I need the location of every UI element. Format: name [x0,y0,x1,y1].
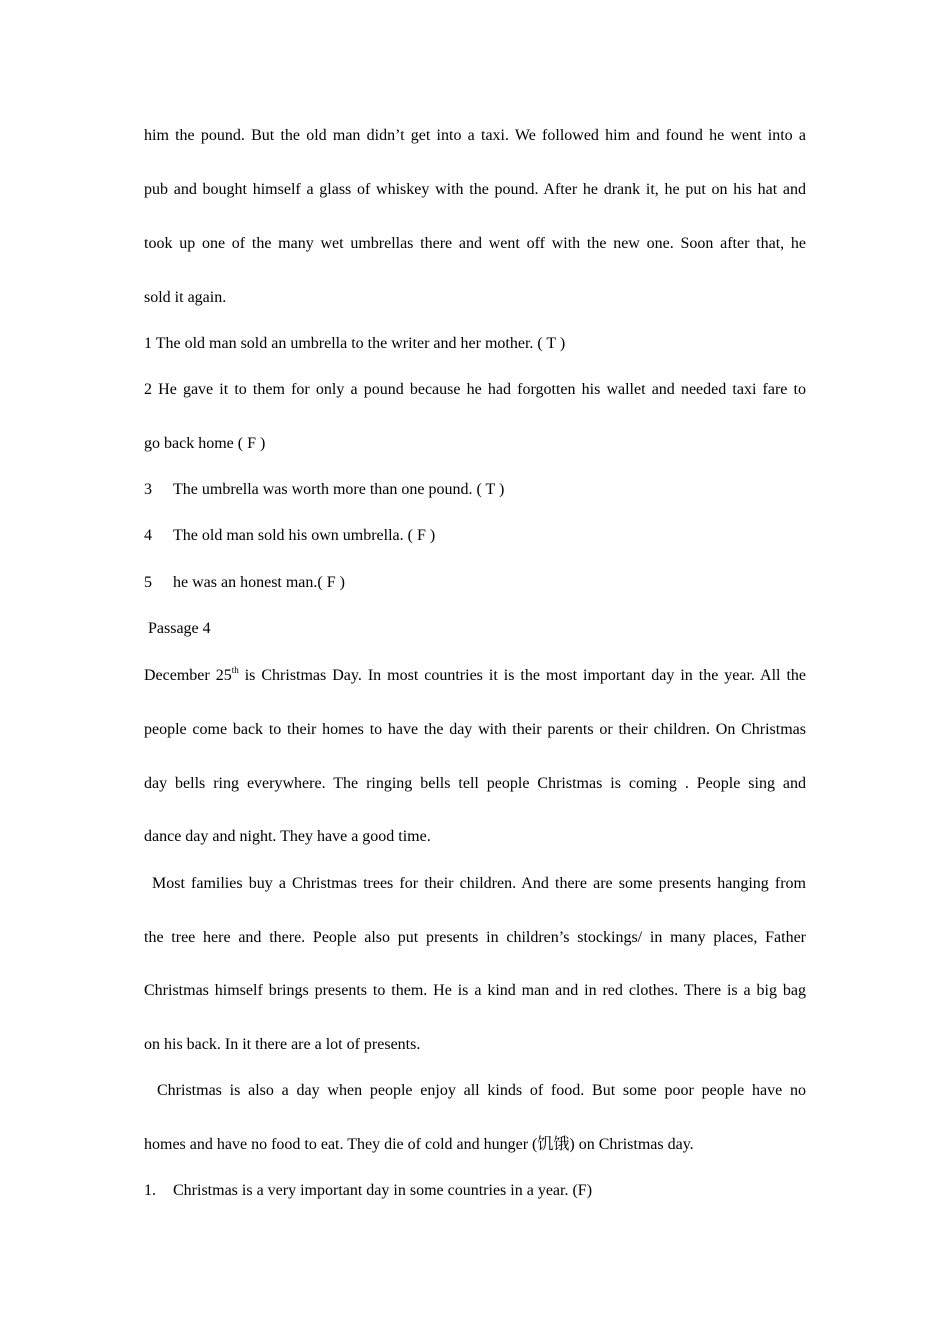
question-5 [144,572,806,594]
question-2-line-2: go back home ( F ) [144,435,266,452]
passage4-p1-line-3: day bells ring everywhere. The ringing bells tell people Christmas is coming . People sing and [144,775,806,792]
passage4-p2-line-1: Most families buy a Christmas trees for their children. And there are some presents hanging from [152,875,806,892]
passage4-p1-line-1-text: is Christmas Day. In most countries it is the most important day in the year. All the [238,667,807,684]
passage4-p1-line-4: dance day and night. They have a good time. [144,828,431,845]
passage3-line-3: took up one of the many wet umbrellas there and went off with the new one. Soon after that, he [144,235,806,252]
passage3-line-1: him the pound. But the old man didn’t get into a taxi. We followed him and found he went into a [144,127,806,144]
passage4-p2-line-3: Christmas himself brings presents to them. He is a kind man and in red clothes. There is a big bag [144,982,806,999]
passage4-p1-line-1 [144,665,806,687]
passage4-p1-ordinal: th [231,665,239,675]
question-4-number: 4 [144,527,152,544]
passage4-p3-line-2: homes and have no food to eat. They die of cold and hunger (饥饿) on Christmas day. [144,1136,694,1153]
passage4-question-1 [144,1180,806,1202]
question-4-text: The old man sold his own umbrella. ( F ) [173,527,436,544]
passage3-line-2: pub and bought himself a glass of whiskey with the pound. After he drank it, he put on his hat and [144,181,806,198]
passage4-p1-line-2: people come back to their homes to have the day with their parents or their children. On Christmas [144,721,806,738]
passage4-p2-line-4: on his back. In it there are a lot of presents. [144,1036,421,1053]
question-5-text: he was an honest man.( F ) [173,574,345,591]
passage4-question-1-number: 1. [144,1182,156,1199]
question-4 [144,525,806,547]
question-3-text: The umbrella was worth more than one pound. ( T ) [173,481,505,498]
passage4-question-1-text: Christmas is a very important day in some countries in a year. (F) [173,1182,593,1199]
passage4-heading: Passage 4 [148,620,211,637]
passage4-p1-date: December 25 [144,667,232,684]
question-2-line-1: 2 He gave it to them for only a pound because he had forgotten his wallet and needed taxi fare to [144,381,806,398]
passage3-line-4: sold it again. [144,289,227,306]
question-3-number: 3 [144,481,152,498]
question-5-number: 5 [144,574,152,591]
question-1: 1 The old man sold an umbrella to the writer and her mother. ( T ) [144,335,566,352]
question-3 [144,479,806,501]
passage4-p2-line-2: the tree here and there. People also put presents in children’s stockings/ in many places, Father [144,929,806,946]
passage4-p3-line-1: Christmas is also a day when people enjoy all kinds of food. But some poor people have no [157,1082,806,1099]
